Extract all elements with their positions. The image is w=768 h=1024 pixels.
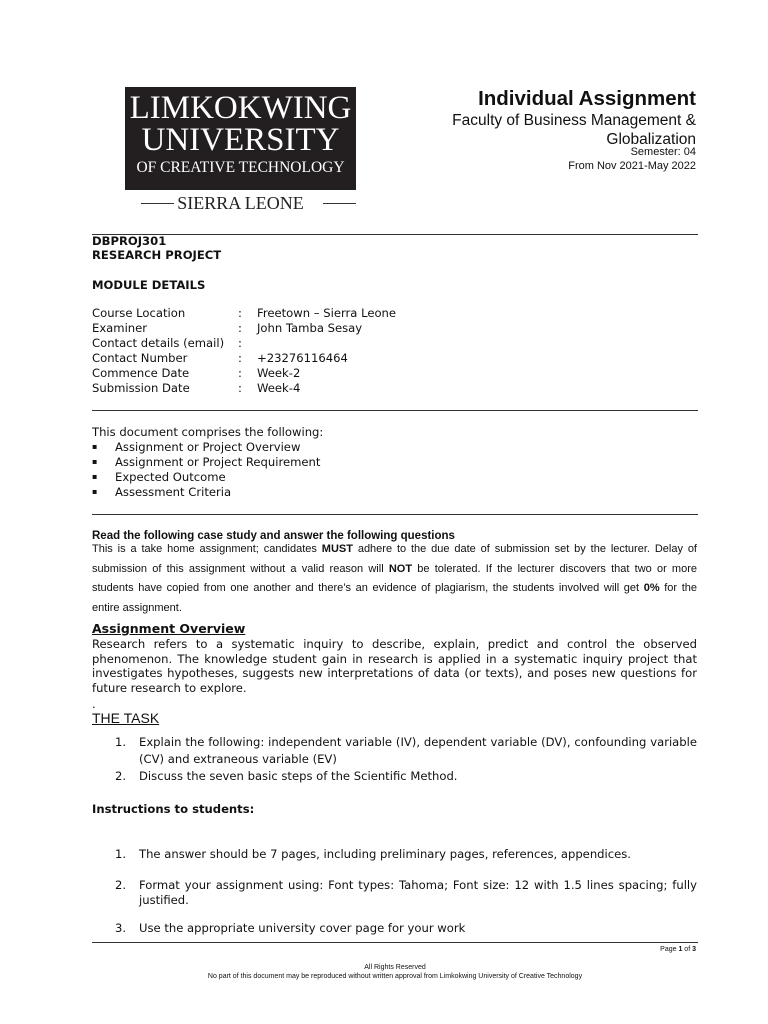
page-current: 1 bbox=[678, 946, 683, 953]
instruction-text: The answer should be 7 pages, including preliminary pages, references, appendices. bbox=[139, 847, 631, 861]
page-total: 3 bbox=[692, 946, 696, 953]
detail-value: +23276116464 bbox=[257, 351, 348, 365]
logo-line-2: UNIVERSITY bbox=[141, 122, 340, 158]
detail-key: Contact details (email) bbox=[92, 336, 225, 350]
detail-colon: : bbox=[238, 351, 242, 365]
logo-rule-left bbox=[141, 203, 174, 204]
detail-value: Freetown – Sierra Leone bbox=[257, 306, 397, 320]
case-text-1: This is a take home assignment; candidates bbox=[92, 543, 322, 555]
instruction-number: 1. bbox=[115, 847, 127, 861]
document-title: Individual Assignment bbox=[478, 87, 696, 110]
bullet-icon: ▪ bbox=[92, 487, 98, 496]
list-item-text: Expected Outcome bbox=[115, 470, 226, 484]
divider bbox=[92, 410, 698, 411]
logo-line-3: OF CREATIVE TECHNOLOGY bbox=[136, 159, 345, 176]
list-item-text: Assessment Criteria bbox=[115, 485, 232, 499]
detail-value: John Tamba Sesay bbox=[257, 321, 363, 335]
faculty-line-1: Faculty of Business Management & bbox=[452, 112, 696, 129]
page-number bbox=[660, 946, 696, 953]
detail-colon: : bbox=[238, 306, 242, 320]
task-text: Explain the following: independent variable (IV), dependent variable (DV), confounding variable (CV) and extraneous variable (EV) bbox=[139, 735, 697, 766]
detail-colon: : bbox=[238, 321, 242, 335]
module-details-heading: MODULE DETAILS bbox=[92, 278, 206, 292]
instructions-heading: Instructions to students: bbox=[92, 802, 255, 816]
instruction-number: 2. bbox=[115, 878, 127, 892]
detail-value: Week-4 bbox=[257, 381, 301, 395]
instruction-text: Use the appropriate university cover page for your work bbox=[139, 921, 466, 935]
task-number: 2. bbox=[115, 769, 127, 783]
task-text: Discuss the seven basic steps of the Scientific Method. bbox=[139, 769, 458, 783]
module-code: DBPROJ301 bbox=[92, 234, 167, 248]
case-heading: Read the following case study and answer the following questions bbox=[92, 530, 455, 542]
logo-subtitle bbox=[125, 192, 356, 214]
case-text-2: adhere to the due date of submission set by the lecturer. Delay of submission of this assignment without a valid reason will bbox=[92, 543, 697, 575]
divider bbox=[92, 234, 698, 235]
comprises-intro: This document comprises the following: bbox=[92, 425, 324, 439]
detail-value: Week-2 bbox=[257, 366, 301, 380]
instruction-number: 3. bbox=[115, 921, 127, 935]
case-paragraph bbox=[92, 540, 697, 618]
footer-notice: No part of this document may be reproduced without written approval from Limkokwing University of Creative Technology bbox=[207, 973, 583, 980]
case-zero: 0% bbox=[643, 582, 660, 594]
detail-key: Contact Number bbox=[92, 351, 188, 365]
bullet-icon: ▪ bbox=[92, 472, 98, 481]
detail-key: Submission Date bbox=[92, 381, 190, 395]
overview-dot: . bbox=[92, 697, 96, 711]
detail-key: Course Location bbox=[92, 306, 186, 320]
footer-divider bbox=[92, 942, 698, 943]
case-text-4: for the entire assignment. bbox=[92, 582, 698, 614]
detail-colon: : bbox=[238, 336, 242, 350]
case-not: NOT bbox=[388, 562, 413, 575]
list-item-text: Assignment or Project Requirement bbox=[115, 455, 321, 469]
logo-rule-right bbox=[323, 203, 356, 204]
overview-heading: Assignment Overview bbox=[92, 621, 246, 636]
detail-colon: : bbox=[238, 366, 242, 380]
detail-colon: : bbox=[238, 381, 242, 395]
page-prefix: Page bbox=[660, 946, 679, 953]
detail-key: Examiner bbox=[92, 321, 148, 335]
semester: Semester: 04 bbox=[630, 146, 696, 158]
instruction-text: Format your assignment using: Font types: Tahoma; Font size: 12 with 1.5 lines spacing; fully justified. bbox=[139, 878, 697, 907]
bullet-icon: ▪ bbox=[92, 442, 98, 451]
case-text-3: be tolerated. If the lecturer discovers that two or more students have copied from one another and there’s an evidence of plagiarism, the students involved will get bbox=[92, 562, 697, 594]
faculty-name bbox=[452, 111, 696, 149]
period: From Nov 2021-May 2022 bbox=[568, 160, 696, 172]
logo-line-1: LIMKOKWING bbox=[129, 90, 352, 126]
university-logo bbox=[125, 87, 356, 190]
divider bbox=[92, 514, 698, 515]
faculty-line-2: Globalization bbox=[606, 131, 696, 148]
case-must: MUST bbox=[321, 543, 353, 555]
task-number: 1. bbox=[115, 735, 127, 749]
bullet-icon: ▪ bbox=[92, 457, 98, 466]
module-name: RESEARCH PROJECT bbox=[92, 248, 222, 262]
overview-text: Research refers to a systematic inquiry to describe, explain, predict and control the observed phenomenon. The knowledge student gain in research is applied in a systematic inquiry project that investigates hypotheses, suggests new interpretations of data (or texts), and poses new questions for future research to explore. bbox=[92, 637, 697, 695]
footer-rights: All Rights Reserved bbox=[364, 964, 426, 971]
page-of: of bbox=[682, 946, 693, 953]
logo-subtitle-text: SIERRA LEONE bbox=[177, 193, 304, 213]
detail-key: Commence Date bbox=[92, 366, 190, 380]
task-heading: THE TASK bbox=[92, 710, 160, 726]
list-item-text: Assignment or Project Overview bbox=[115, 440, 301, 454]
